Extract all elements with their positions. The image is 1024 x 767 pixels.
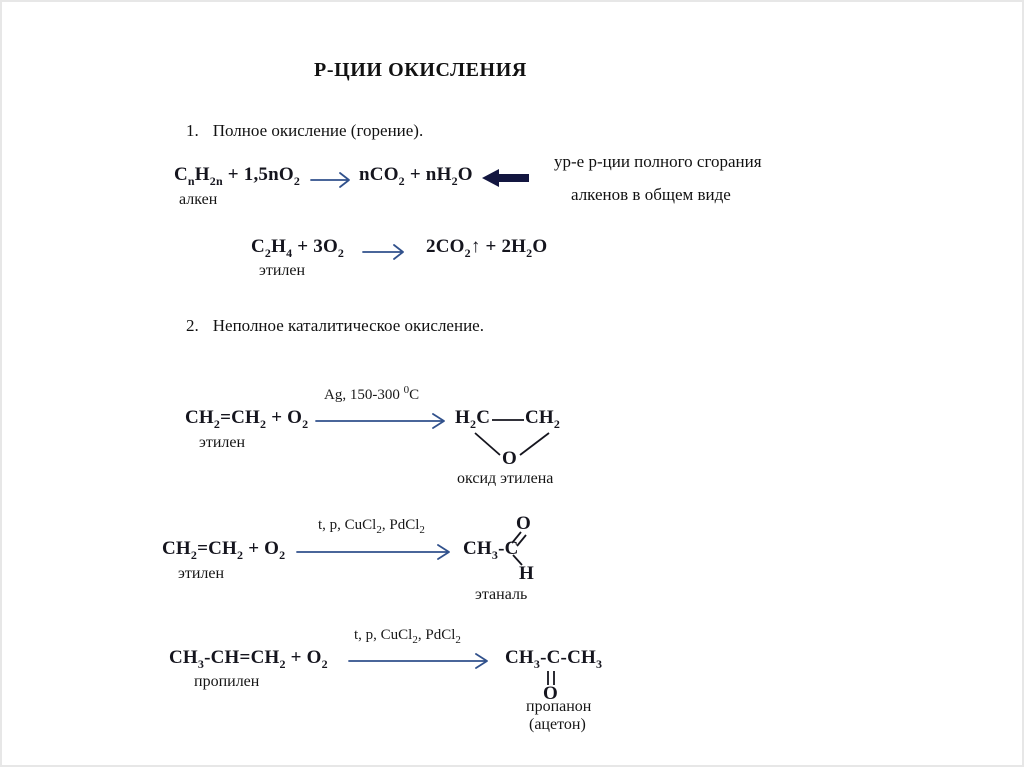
rxn3-product-label: оксид этилена bbox=[457, 470, 554, 487]
section-2-text: Неполное каталитическое окисление. bbox=[212, 316, 484, 335]
rxn4-condition-label: t, p, CuCl$_2$, PdCl$_2$ bbox=[318, 517, 425, 536]
rxn4-product-label: этаналь bbox=[475, 586, 528, 603]
reaction-arrow-icon bbox=[295, 541, 455, 563]
rxn4-product-hydrogen-atom: H bbox=[519, 563, 534, 584]
reaction-arrow-icon bbox=[347, 650, 493, 672]
reaction-arrow-icon bbox=[308, 169, 356, 191]
section-1-heading bbox=[186, 121, 423, 141]
rxn4-product-chain: $CH_3-C$ bbox=[463, 538, 519, 562]
eq1-reactant-label: алкен bbox=[179, 191, 218, 208]
eq1-rhs-formula: $nCO_2 + nH_2O$ bbox=[359, 164, 473, 188]
rxn5-product-chain: $CH_3-C-CH_3$ bbox=[505, 647, 603, 671]
reaction-arrow-icon bbox=[314, 410, 450, 432]
section-1-number: 1. bbox=[186, 121, 199, 140]
section-2-heading bbox=[186, 316, 484, 336]
block-left-arrow-icon bbox=[481, 168, 533, 188]
rxn5-lhs-formula: $CH_3-CH=CH_2 + O_2$ bbox=[169, 647, 328, 671]
rxn5-reactant-label: пропилен bbox=[194, 673, 260, 690]
section-1-text: Полное окисление (горение). bbox=[212, 121, 424, 140]
rxn3-lhs-formula: $CH_2=CH_2 + O_2$ bbox=[185, 407, 309, 431]
rxn4-lhs-formula: $CH_2=CH_2 + O_2$ bbox=[162, 538, 286, 562]
rxn3-product-left-group: $H_2C$ bbox=[455, 407, 491, 431]
rxn3-reactant-label: этилен bbox=[199, 434, 246, 451]
rxn4-reactant-label: этилен bbox=[178, 565, 225, 582]
page-title: Р-ЦИИ ОКИСЛЕНИЯ bbox=[314, 59, 527, 81]
rxn3-product-oxygen-atom: O bbox=[502, 448, 517, 469]
note-line-1: ур-е р-ции полного сгорания bbox=[554, 152, 762, 171]
section-2-number: 2. bbox=[186, 316, 199, 335]
eq2-reactant-label: этилен bbox=[259, 262, 306, 279]
reaction-arrow-icon bbox=[360, 241, 410, 263]
note-line-2: алкенов в общем виде bbox=[571, 185, 731, 204]
rxn5-condition-label: t, p, CuCl$_2$, PdCl$_2$ bbox=[354, 627, 461, 646]
eq2-lhs-formula: $C_2H_4 + 3O_2$ bbox=[251, 236, 345, 260]
eq1-lhs-formula: $C_nH_{2n} + 1,5nO_2$ bbox=[174, 164, 301, 188]
rxn4-product-oxygen-atom: O bbox=[516, 513, 531, 534]
rxn5-product-label: пропанон bbox=[526, 698, 592, 715]
rxn5-product-oxygen-atom: O bbox=[543, 683, 558, 704]
rxn3-condition-label: Ag, 150-300 $^0$C bbox=[324, 384, 420, 403]
rxn3-product-right-group: $CH_2$ bbox=[525, 407, 561, 431]
eq2-rhs-formula: $2CO_2↑ + 2H_2O$ bbox=[426, 236, 548, 260]
rxn5-product-label-alt: (ацетон) bbox=[529, 716, 586, 733]
